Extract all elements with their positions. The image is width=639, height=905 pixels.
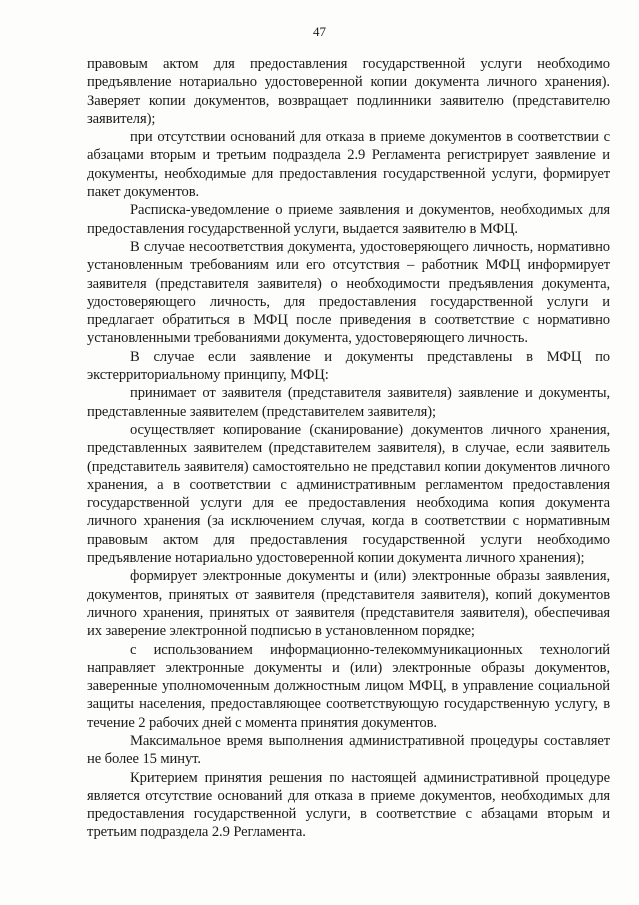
paragraph: В случае несоответствия документа, удостоверяющего личность, нормативно установленным требованиям или его отсутствия – работник МФЦ информирует заявителя (представителя заявителя) о необходимости предъявления документа, удостоверяющего личность, для предоставления государственной услуги и предлагает обратиться в МФЦ после приведения в соответствие с нормативно установленными требованиями документа, удостоверяющего личность.	[87, 238, 610, 347]
body-text	[87, 55, 610, 842]
paragraph: осуществляет копирование (сканирование) документов личного хранения, представленных заявителем (представителем заявителя), в случае, если заявитель (представитель заявителя) самостоятельно не представил копии документов личного хранения, а в соответствии с административным регламентом предоставления государственной услуги для ее предоставления необходима копия документа личного хранения (за исключением случая, когда в соответствии с нормативным правовым актом для предоставления государственной услуги необходимо предъявление нотариально удостоверенной копии документа личного хранения);	[87, 421, 610, 567]
paragraph: Критерием принятия решения по настоящей административной процедуре является отсутствие оснований для отказа в приеме документов, необходимых для предоставления государственной услуги, в соответствие с абзацами вторым и третьим подраздела 2.9 Регламента.	[87, 769, 610, 841]
paragraph: Расписка-уведомление о приеме заявления и документов, необходимых для предоставления государственной услуги, выдается заявителю в МФЦ.	[87, 202, 610, 237]
page-number: 47	[313, 24, 326, 39]
paragraph: Максимальное время выполнения административной процедуры составляет не более 15 минут.	[87, 732, 610, 768]
paragraph: правовым актом для предоставления государственной услуги необходимо предъявление нотариально удостоверенной копии документа личного хранения). Заверяет копии документов, возвращает подлинники заявителю (представителю заявителя);	[87, 56, 610, 127]
paragraph: при отсутствии оснований для отказа в приеме документов в соответствии с абзацами вторым и третьим подраздела 2.9 Регламента регистрирует заявление и документы, необходимые для предоставления государственной услуги, формирует пакет документов.	[87, 129, 610, 201]
paragraph: формирует электронные документы и (или) электронные образы заявления, документов, принятых от заявителя (представителя заявителя), копий документов личного хранения, принятых от заявителя (представителя заявителя), обеспечивая их заверение электронной подписью в установленном порядке;	[87, 568, 610, 640]
paragraph: В случае если заявление и документы представлены в МФЦ по экстерриториальному принципу, МФЦ:	[87, 348, 610, 384]
paragraph: принимает от заявителя (представителя заявителя) заявление и документы, представленные заявителем (представителем заявителя);	[87, 385, 610, 420]
paragraph: с использованием информационно-телекоммуникационных технологий направляет электронные документы и (или) электронные образы документов, заверенные уполномоченным должностным лицом МФЦ, в управление социальной защиты населения, предоставляющее соответствующую государственную услугу, в течение 2 рабочих дней с момента принятия документов.	[87, 641, 610, 731]
